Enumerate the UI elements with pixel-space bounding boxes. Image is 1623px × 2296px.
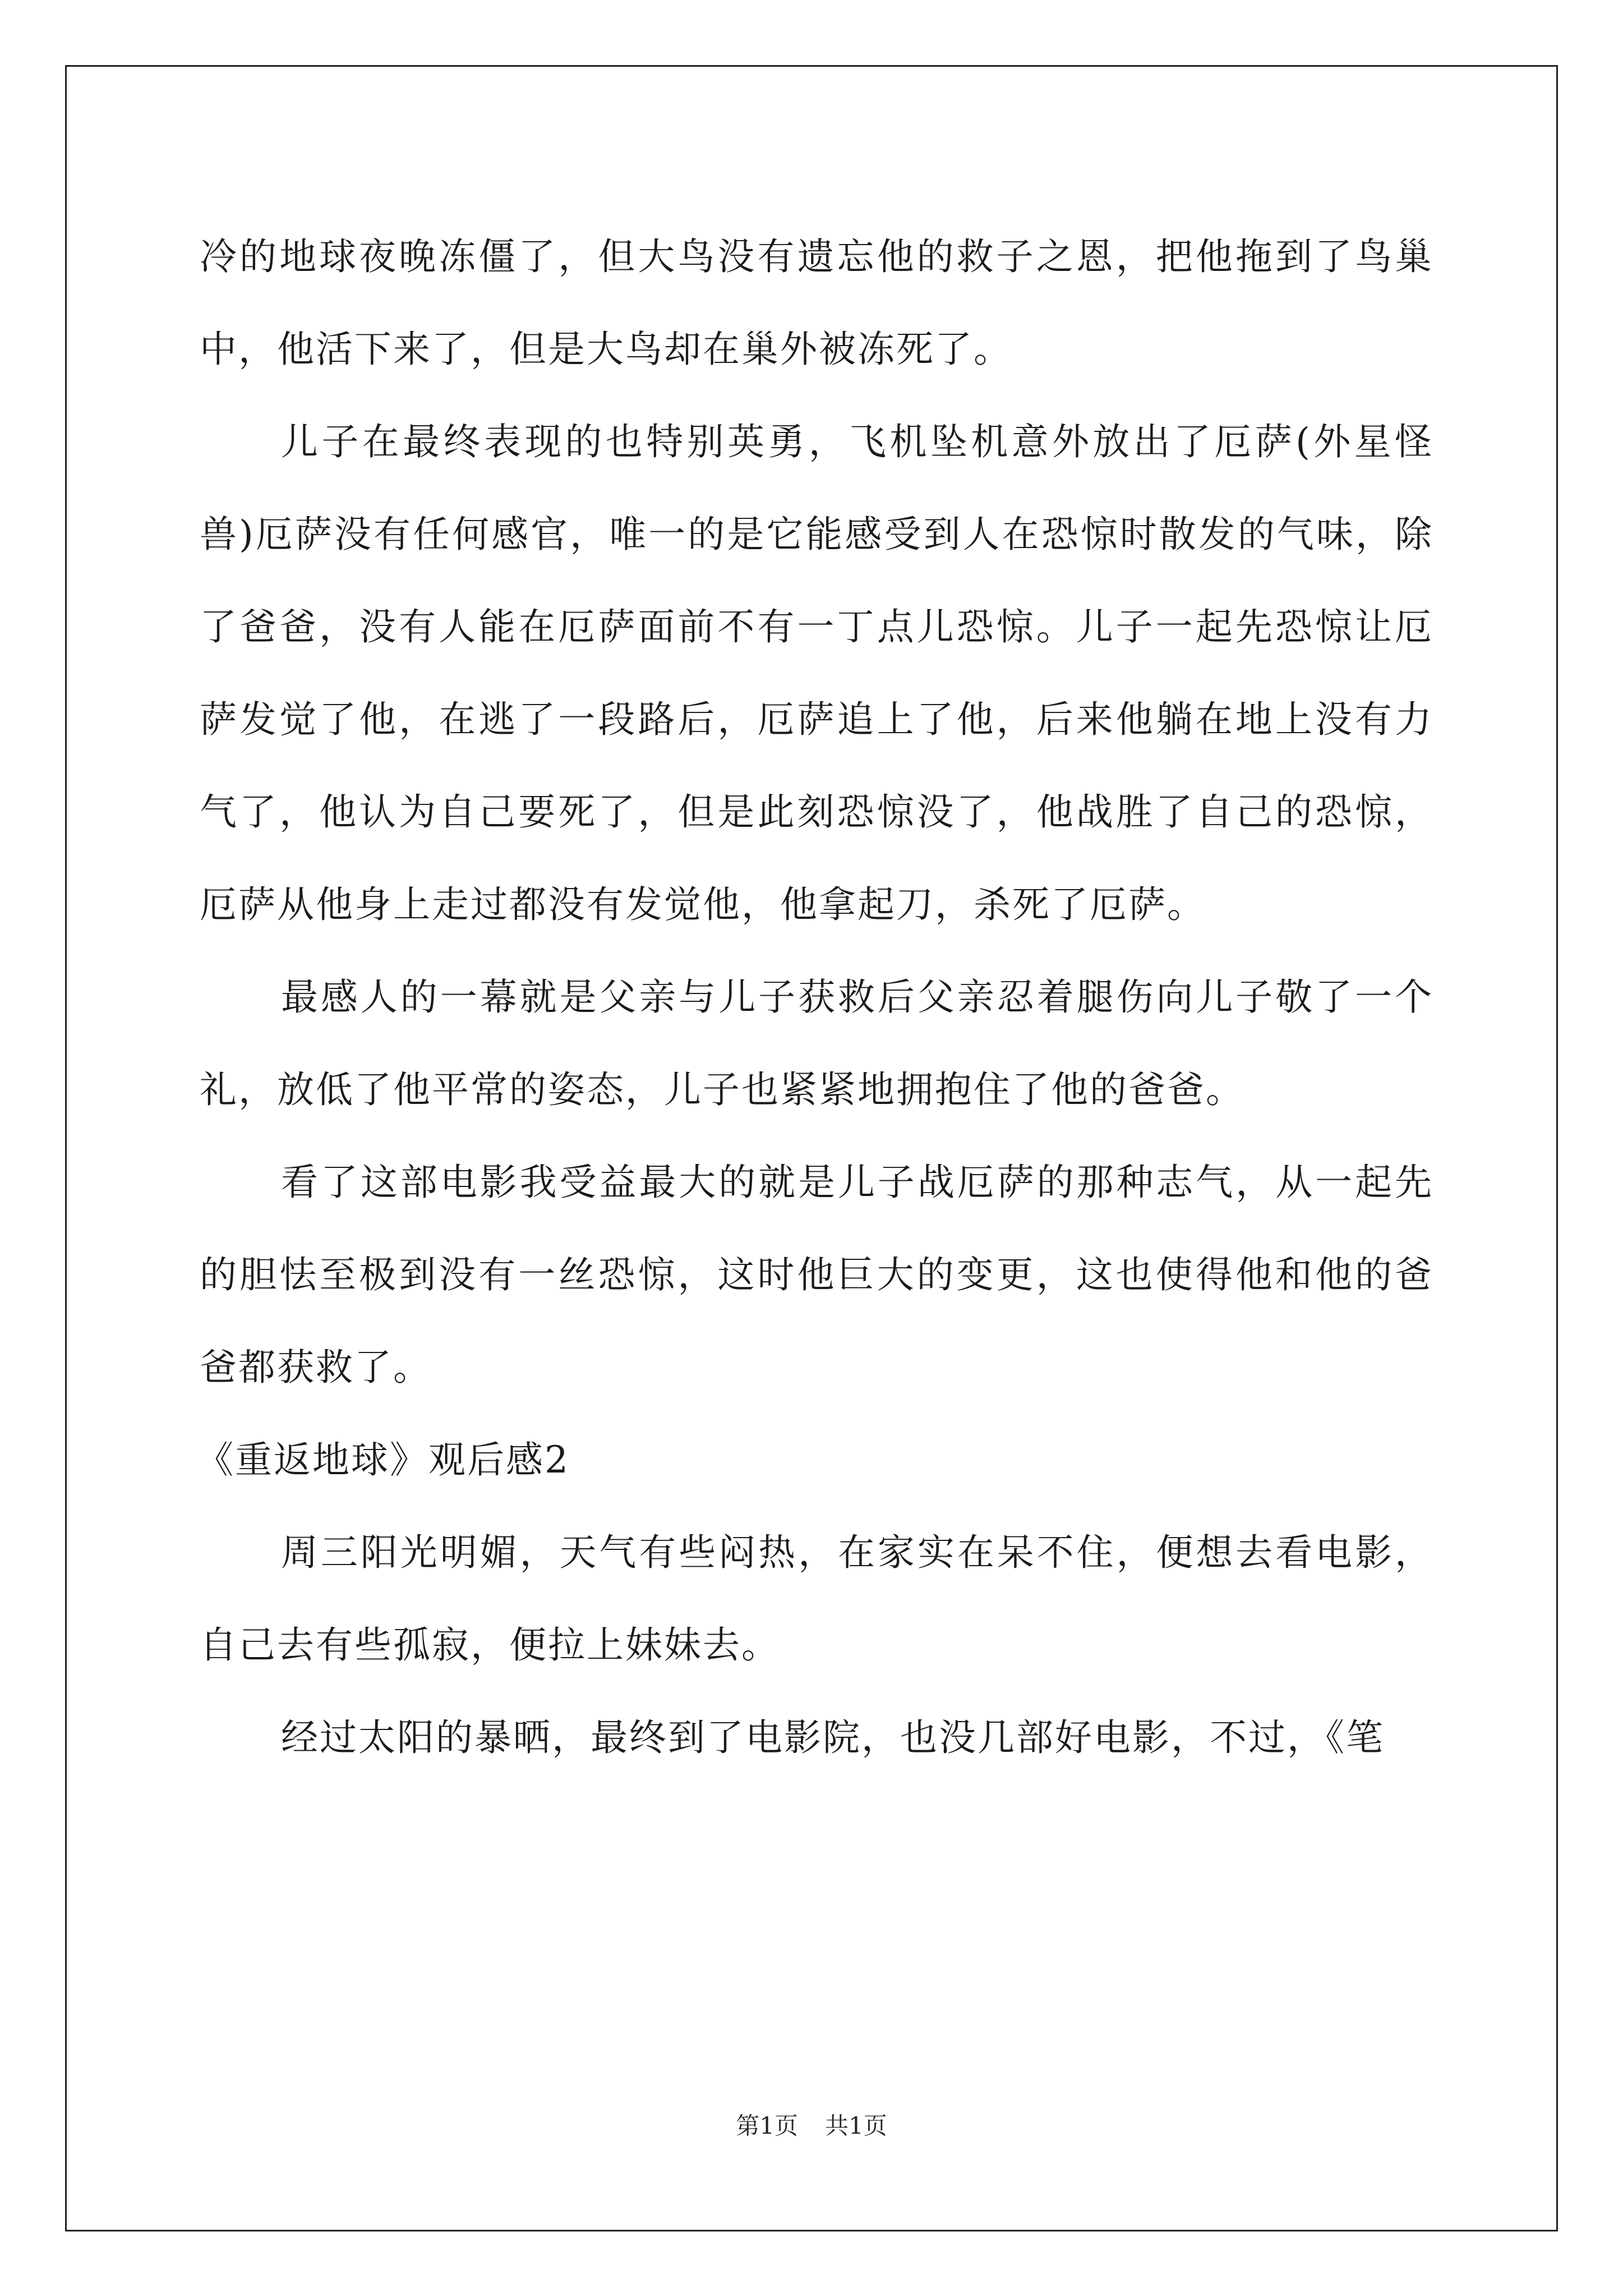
- paragraph-cinema: 经过太阳的暴晒，最终到了电影院，也没几部好电影，不过，《笔: [281, 1716, 1385, 1759]
- page-total: 共1页: [825, 2112, 887, 2139]
- paragraph-touching-scene: 最感人的一幕就是父亲与儿子获救后父亲忍着腿伤向儿子敬了一个礼，放低了他平常的姿态，儿子也紧紧地拥抱住了他的爸爸。: [200, 976, 1433, 1111]
- page-footer: [0, 2109, 1623, 2143]
- paragraph-reflection: 看了这部电影我受益最大的就是儿子战厄萨的那种志气，从一起先的胆怯至极到没有一丝恐惊，这时他巨大的变更，这也使得他和他的爸爸都获救了。: [200, 1161, 1433, 1389]
- paragraph-continuation: 冷的地球夜晚冻僵了，但大鸟没有遗忘他的救子之恩，把他拖到了鸟巢中，他活下来了，但是大鸟却在巢外被冻死了。: [200, 235, 1433, 371]
- paragraph-son-bravery: 儿子在最终表现的也特别英勇，飞机坠机意外放出了厄萨(外星怪兽)厄萨没有任何感官，唯一的是它能感受到人在恐惊时散发的气味，除了爸爸，没有人能在厄萨面前不有一丁点儿恐惊。儿子一起先恐惊让厄萨发觉了他，在逃了一段路后，厄萨追上了他，后来他躺在地上没有力气了，他认为自己要死了，但是此刻恐惊没了，他战胜了自己的恐惊，厄萨从他身上走过都没有发觉他，他拿起刀，杀死了厄萨。: [200, 420, 1433, 926]
- paragraph-wednesday: 周三阳光明媚，天气有些闷热，在家实在呆不住，便想去看电影，自己去有些孤寂，便拉上妹妹去。: [200, 1531, 1433, 1667]
- page-number: 第1页: [736, 2112, 798, 2139]
- section-heading: 《重返地球》观后感2: [196, 1438, 570, 1481]
- document-body: [196, 210, 1433, 1784]
